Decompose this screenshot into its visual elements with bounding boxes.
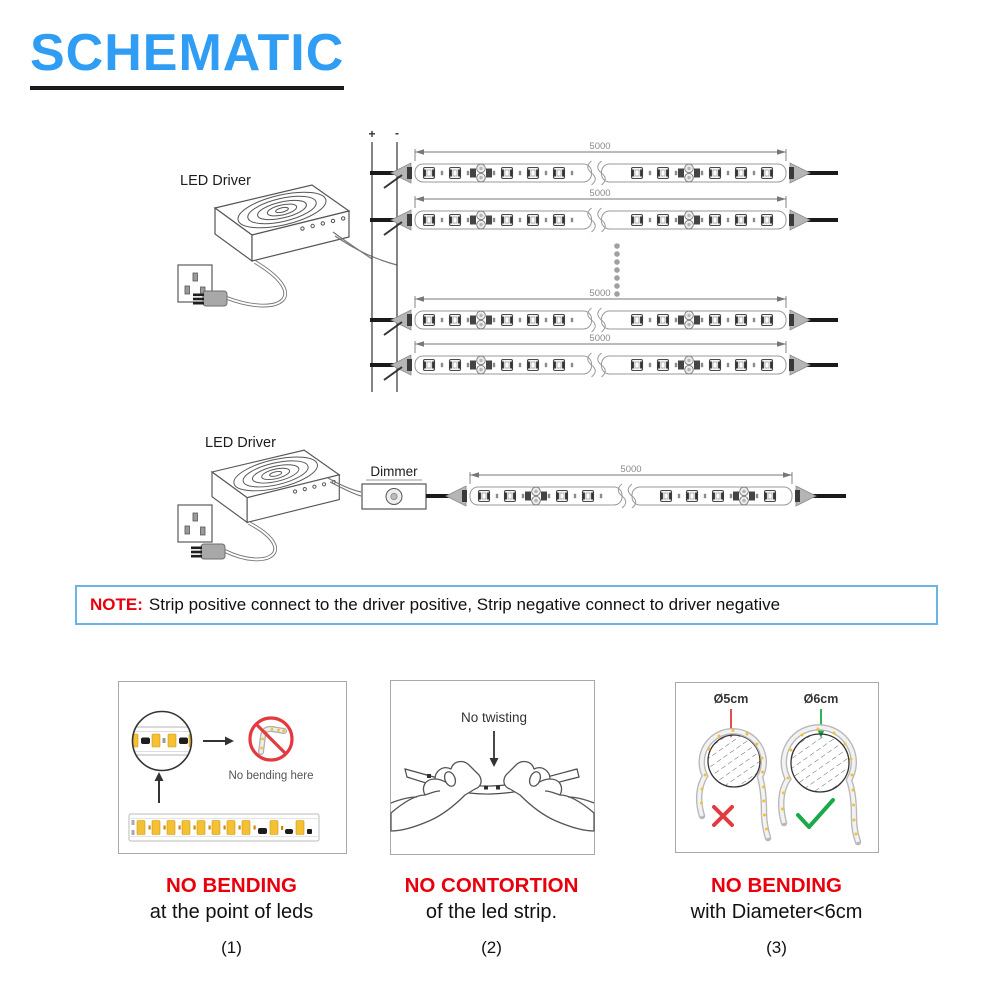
- caption-2: [358, 872, 625, 958]
- caption-title: NO BENDING: [711, 874, 842, 897]
- led-strip-row: [426, 464, 846, 508]
- dimmer: [362, 464, 426, 509]
- caption-subtitle: of the led strip.: [425, 901, 558, 923]
- diameter-5cm-label: Ø5cm: [713, 692, 749, 706]
- panel-no-bending-diameter: [675, 682, 879, 853]
- no-twisting-annotation: No twisting: [460, 710, 528, 725]
- strip-length-label: 5000: [589, 141, 611, 152]
- dimmer-label: Dimmer: [370, 464, 418, 479]
- led-driver-label: LED Driver: [205, 435, 276, 451]
- red-cross-icon: [714, 807, 732, 825]
- green-check-icon: [798, 800, 833, 827]
- panel-no-contortion: [390, 680, 595, 855]
- magnified-strip-view: [127, 727, 197, 755]
- note-label: NOTE:: [90, 595, 143, 614]
- caption-title: NO CONTORTION: [404, 874, 579, 897]
- diameter-6cm-circle: [791, 734, 849, 792]
- led-driver-label: LED Driver: [180, 173, 251, 189]
- arrow-up-icon: [155, 772, 164, 803]
- strip-length-label: 5000: [589, 333, 611, 344]
- left-hand-illustration: [391, 762, 481, 831]
- dimmer-wiring-diagram: [0, 420, 1000, 596]
- strip-length-label: 5000: [589, 188, 611, 199]
- led-strip-photo: [129, 814, 319, 841]
- caption-3: [643, 872, 910, 958]
- strip-length-label: 5000: [620, 464, 642, 475]
- no-bending-prohibition-icon: [250, 718, 292, 760]
- panel-no-bending-at-leds: [118, 681, 347, 854]
- no-bending-here-annotation: No bending here: [228, 770, 314, 782]
- arrow-right-icon: [203, 737, 234, 746]
- more-strips-ellipsis: [614, 243, 620, 297]
- caption-index: (1): [221, 938, 242, 957]
- strip-length-label: 5000: [589, 288, 611, 299]
- caption-title: NO BENDING: [166, 874, 297, 897]
- diameter-6cm-label: Ø6cm: [803, 692, 839, 706]
- led-strip-row: [370, 141, 838, 188]
- multi-strip-wiring-diagram: [0, 128, 1000, 420]
- caption-subtitle: at the point of leds: [149, 901, 314, 923]
- power-outlet: [178, 505, 212, 542]
- arrow-down-icon: [490, 731, 499, 767]
- caption-1: [98, 872, 365, 958]
- led-strip-row: [370, 333, 838, 380]
- note-text: Strip positive connect to the driver positive, Strip negative connect to driver negative: [148, 595, 781, 614]
- driver-output-wire: [333, 232, 372, 259]
- caption-subtitle: with Diameter<6cm: [690, 901, 863, 923]
- right-hand-illustration: [504, 762, 594, 831]
- caption-index: (2): [481, 938, 502, 957]
- led-driver-illustration: [212, 450, 339, 522]
- caption-index: (3): [766, 938, 787, 957]
- led-driver-illustration: [215, 185, 349, 261]
- bus-negative-sign: -: [395, 126, 399, 140]
- note-box: [75, 585, 938, 625]
- bus-positive-sign: +: [368, 127, 376, 141]
- page-title: SCHEMATIC: [30, 26, 344, 90]
- power-bus: [368, 126, 399, 392]
- led-strip-row: [370, 188, 838, 235]
- diameter-5cm-circle: [708, 735, 760, 787]
- led-strip-row: [370, 288, 838, 335]
